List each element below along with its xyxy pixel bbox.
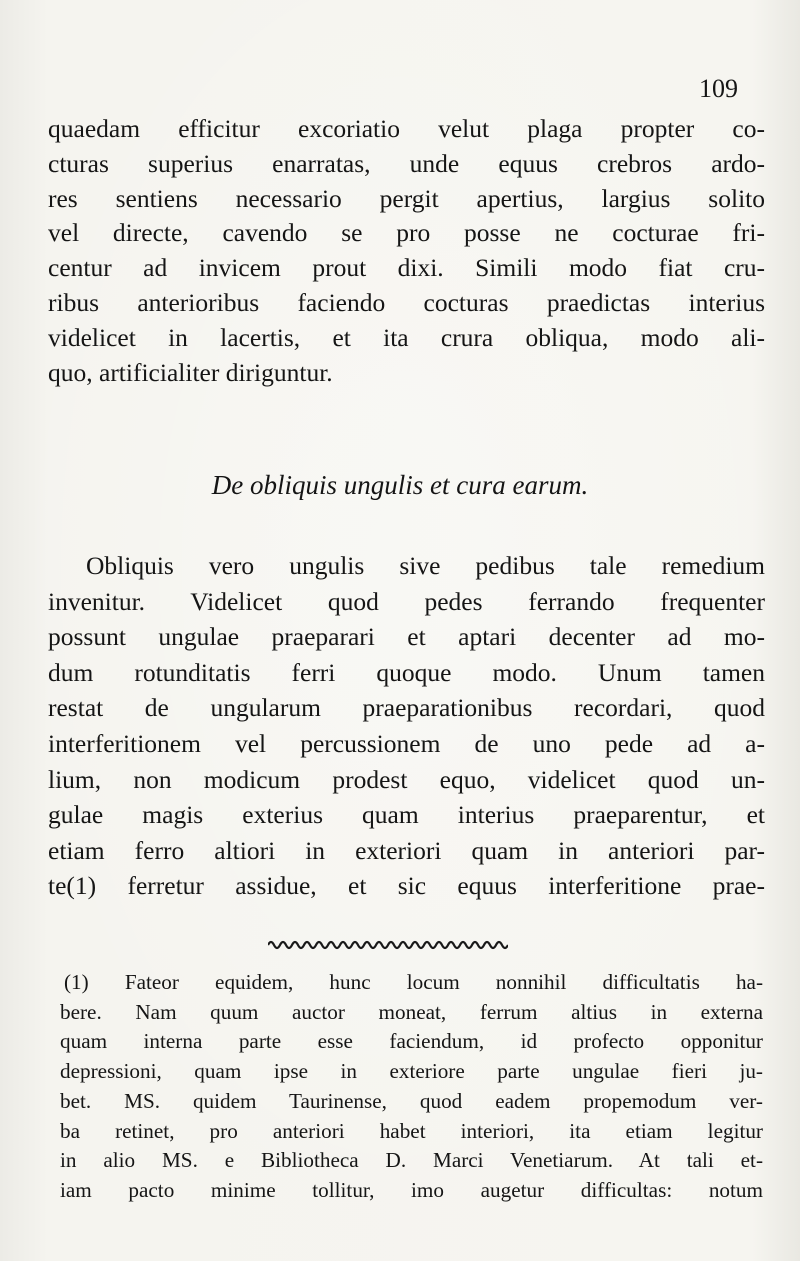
text-line: lium, non modicum prodest equo, videlicet quod un- [48,764,765,794]
text-line: res sentiens necessario pergit apertius, largius solito [48,183,765,213]
footnote-line: (1) Fateor equidem, hunc locum nonnihil difficultatis ha- [64,970,763,994]
text-line: cturas superius enarratas, unde equus crebros ardo- [48,148,765,178]
footnote-line: iam pacto minime tollitur, imo augetur difficultas: notum [60,1177,763,1202]
text-line: quaedam efficitur excoriatio velut plaga propter co- [48,114,765,143]
footnote-line: in alio MS. e Bibliotheca D. Marci Venetiarum. At tali et- [60,1148,763,1173]
wavy-rule-ornament [268,938,508,952]
text-line: te(1) ferretur assidue, et sic equus interferitione prae- [48,871,765,901]
text-line: ribus anterioribus faciendo cocturas praedictas interius [48,287,765,317]
text-line: dum rotunditatis ferri quoque modo. Unum tamen [48,657,765,687]
footnote-line: bere. Nam quum auctor moneat, ferrum altius in externa [60,999,763,1024]
text-line: possunt ungulae praeparari et aptari decenter ad mo- [48,622,765,652]
footnote [60,968,763,1206]
footnote-line: bet. MS. quidem Taurinense, quod eadem propemodum ver- [60,1088,763,1113]
text-line: vel directe, cavendo se pro posse ne cocturae fri- [48,218,765,248]
paragraph-2 [48,548,765,904]
text-line: videlicet in lacertis, et ita crura obliqua, modo ali- [48,322,765,352]
text-line: centur ad invicem prout dixi. Simili modo fiat cru- [48,253,765,283]
footnote-line: quam interna parte esse faciendum, id profecto opponitur [60,1029,763,1054]
page-number: 109 [699,74,738,103]
footnote-line: ba retinet, pro anteriori habet interiori, ita etiam legitur [60,1118,763,1143]
text-line: gulae magis exterius quam interius praeparentur, et [48,800,765,830]
paragraph-1 [48,112,765,390]
text-line: Obliquis vero ungulis sive pedibus tale remedium [86,551,765,580]
footnote-line: depressioni, quam ipse in exteriore parte ungulae fieri ju- [60,1059,763,1084]
text-line: interferitionem vel percussionem de uno pede ad a- [48,728,765,758]
text-line: restat de ungularum praeparationibus recordari, quod [48,693,765,723]
section-heading: De obliquis ungulis et cura earum. [211,470,589,500]
text-line: etiam ferro altiori in exteriori quam in anteriori par- [48,835,765,865]
text-line: invenitur. Videlicet quod pedes ferrando frequenter [48,586,765,616]
text-line: quo, artificialiter diriguntur. [48,357,333,387]
